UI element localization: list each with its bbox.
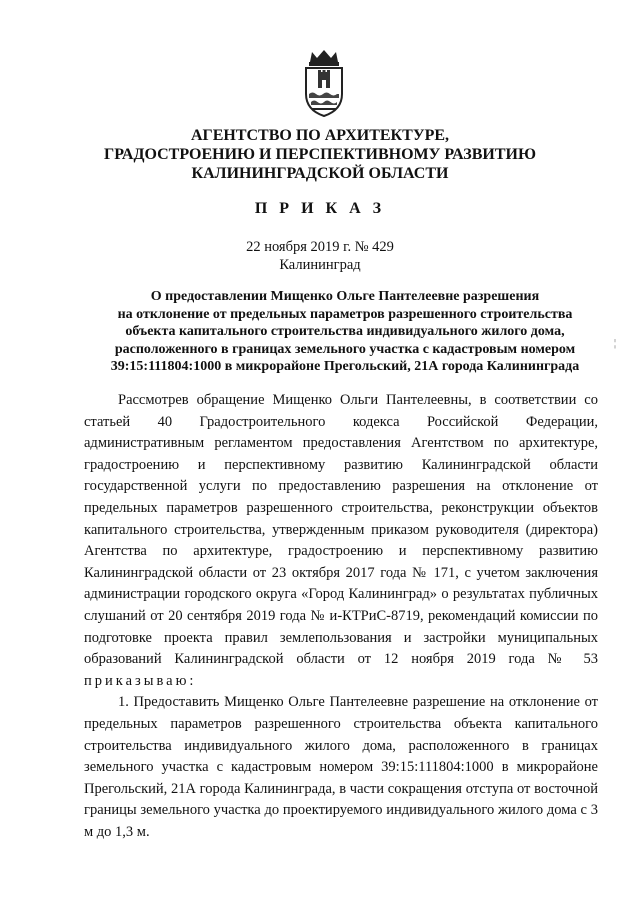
subject-line-2: на отклонение от предельных параметров разрешенного строительства <box>117 306 573 322</box>
body-paragraph-2: 1. Предоставить Мищенко Ольге Пантелеевне разрешение на отклонение от предельных параметров разрешенного строительства объекта капитального строительства индивидуального жилого дома, расположенного в границах земельного участка с кадастровым номером 39:15:111804:1000 в микрорайоне Прегольский, 21А города Калининграда, в части сокращения отступа от восточной границы земельного участка до проектируемого индивидуального жилого дома с 3 м до 1,3 м. <box>84 694 598 840</box>
agency-line-2: ГРАДОСТРОЕНИЮ И ПЕРСПЕКТИВНОМУ РАЗВИТИЮ <box>104 146 536 163</box>
subject-line-5: 39:15:111804:1000 в микрорайоне Прегольский, 21А города Калининграда <box>110 359 580 375</box>
subject-line-3: объекта капитального строительства индивидуального жилого дома, <box>125 324 565 340</box>
order-subject <box>84 288 606 376</box>
subject-line-4: расположенного в границах земельного участка с кадастровым номером <box>114 341 576 357</box>
order-city: Калининград <box>279 257 361 273</box>
order-decree-word: приказываю: <box>84 672 197 689</box>
order-body <box>84 390 598 843</box>
kaliningrad-coat-of-arms-icon <box>298 48 350 118</box>
agency-name <box>80 126 560 183</box>
body-paragraph-1 <box>84 390 598 692</box>
order-title: П Р И К А З <box>254 200 386 217</box>
agency-line-3: КАЛИНИНГРАДСКОЙ ОБЛАСТИ <box>191 165 449 182</box>
order-date-number: 22 ноября 2019 г. № 429 <box>246 239 394 255</box>
subject-line-1: О предоставлении Мищенко Ольге Пантелеевне разрешения <box>150 289 540 304</box>
agency-line-1: АГЕНТСТВО ПО АРХИТЕКТУРЕ, <box>190 127 450 144</box>
margin-mark: ¦ <box>614 338 617 349</box>
body-paragraph-1-text: Рассмотрев обращение Мищенко Ольги Пантелеевны, в соответствии со статьей 40 Градостроительного кодекса Российской Федерации, административным регламентом предоставления Агентством по архитектуре, градостроению и перспективному развитию Калининградской области государственной услуги по предоставлению разрешения на отклонение от предельных параметров разрешенного строительства, реконструкции объектов капитального строительства, утвержденным приказом руководителя (директора) Агентства по архитектуре, градостроению и перспективному развитию Калининградской области от 23 октября 2017 года № 171, с учетом заключения администрации городского округа «Город Калининград» о результатах публичных слушаний от 20 сентября 2019 года № и-КТРиС-8719, рекомендаций комиссии по подготовке проекта правил землепользования и застройки муниципальных образований Калининградской области от 12 ноября 2019 года № 53 <box>84 392 598 668</box>
